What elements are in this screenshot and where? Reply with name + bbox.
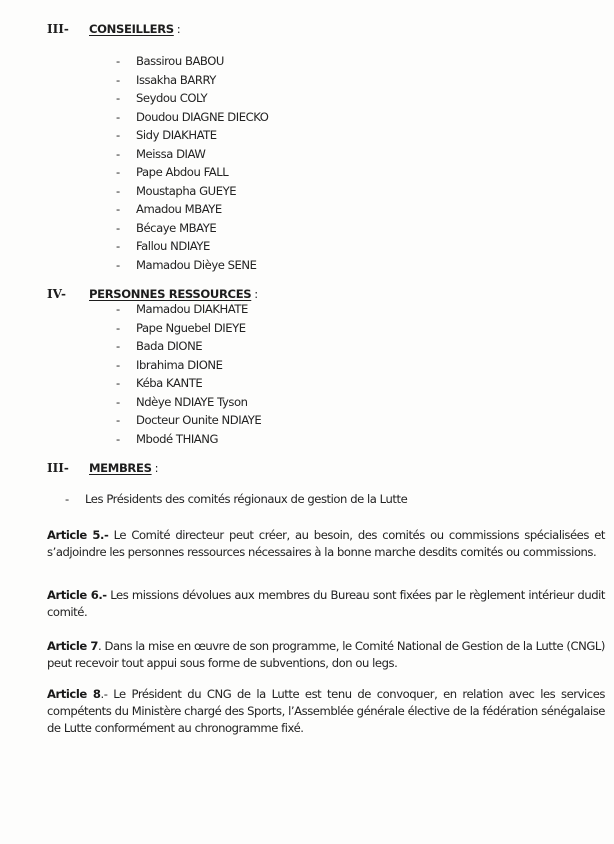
personnes-ressources-list: [116, 300, 261, 448]
list-item: - Amadou MBAYE: [116, 202, 222, 216]
list-item: - Meissa DIAW: [116, 146, 206, 161]
list-item: - Doudou DIAGNE DIECKO: [116, 109, 269, 124]
article-label: Article 8: [47, 687, 101, 701]
section-heading-conseillers: [47, 20, 180, 38]
section-title: PERSONNES RESSOURCES: [89, 287, 252, 301]
section-title: MEMBRES: [89, 461, 152, 475]
article-6: [47, 587, 605, 621]
list-item: - Seydou COLY: [116, 91, 208, 105]
section-colon: :: [176, 22, 181, 36]
list-item: - Issakha BARRY: [116, 72, 216, 87]
section-numeral: III-: [47, 461, 69, 475]
article-8: [47, 686, 605, 737]
list-item: - Moustapha GUEYE: [116, 183, 237, 198]
article-label: Article 7: [47, 639, 98, 653]
article-label: Article 6.-: [47, 588, 107, 602]
article-text: .- Le Président du CNG de la Lutte est tenu de convoquer, en relation avec les services compétents du Ministère chargé des Sports, l’Assemblée générale élective de la fédération sénégalaise de Lutte conformément au chronogramme fixé.: [47, 687, 605, 735]
list-item: - Mamadou Dièye SENE: [116, 257, 257, 272]
list-item: - Les Présidents des comités régionaux de gestion de la Lutte: [65, 492, 408, 506]
article-5: [47, 527, 605, 561]
list-item: - Pape Nguebel DIEYE: [116, 320, 246, 335]
article-text: Le Comité directeur peut créer, au besoin, des comités ou commissions spécialisées et s’adjoindre les personnes ressources nécessaires à la bonne marche desdits comités ou commissions.: [47, 528, 605, 559]
section-colon: :: [254, 287, 258, 301]
list-item: - Sidy DIAKHATE: [116, 128, 217, 142]
list-item: - Bassirou BABOU: [116, 54, 224, 68]
article-text: Les missions dévolues aux membres du Bureau sont fixées par le règlement intérieur dudit comité.: [47, 588, 605, 619]
section-numeral: III-: [47, 22, 69, 36]
list-item: - Bada DIONE: [116, 339, 203, 353]
article-label: Article 5.-: [47, 528, 109, 542]
list-item: - Ibrahima DIONE: [116, 357, 223, 372]
section-numeral: IV-: [47, 287, 67, 301]
list-item: - Kéba KANTE: [116, 376, 203, 390]
section-heading-membres: [47, 459, 158, 477]
list-item: - Bécaye MBAYE: [116, 220, 217, 235]
list-item: - Fallou NDIAYE: [116, 239, 210, 253]
section-colon: :: [154, 461, 159, 475]
article-text: . Dans la mise en œuvre de son programme, le Comité National de Gestion de la Lutte (CNGL) peut recevoir tout appui sous forme de subventions, don ou legs.: [47, 639, 605, 670]
article-7: [47, 638, 605, 672]
list-item: - Mbodé THIANG: [116, 431, 219, 446]
list-item: - Ndèye NDIAYE Tyson: [116, 394, 248, 409]
list-item: - Pape Abdou FALL: [116, 165, 229, 179]
list-item: - Mamadou DIAKHATE: [116, 302, 248, 316]
conseillers-list: [116, 52, 268, 274]
section-title: CONSEILLERS: [89, 22, 174, 36]
membres-list: [65, 490, 407, 509]
list-item: - Docteur Ounite NDIAYE: [116, 413, 262, 427]
